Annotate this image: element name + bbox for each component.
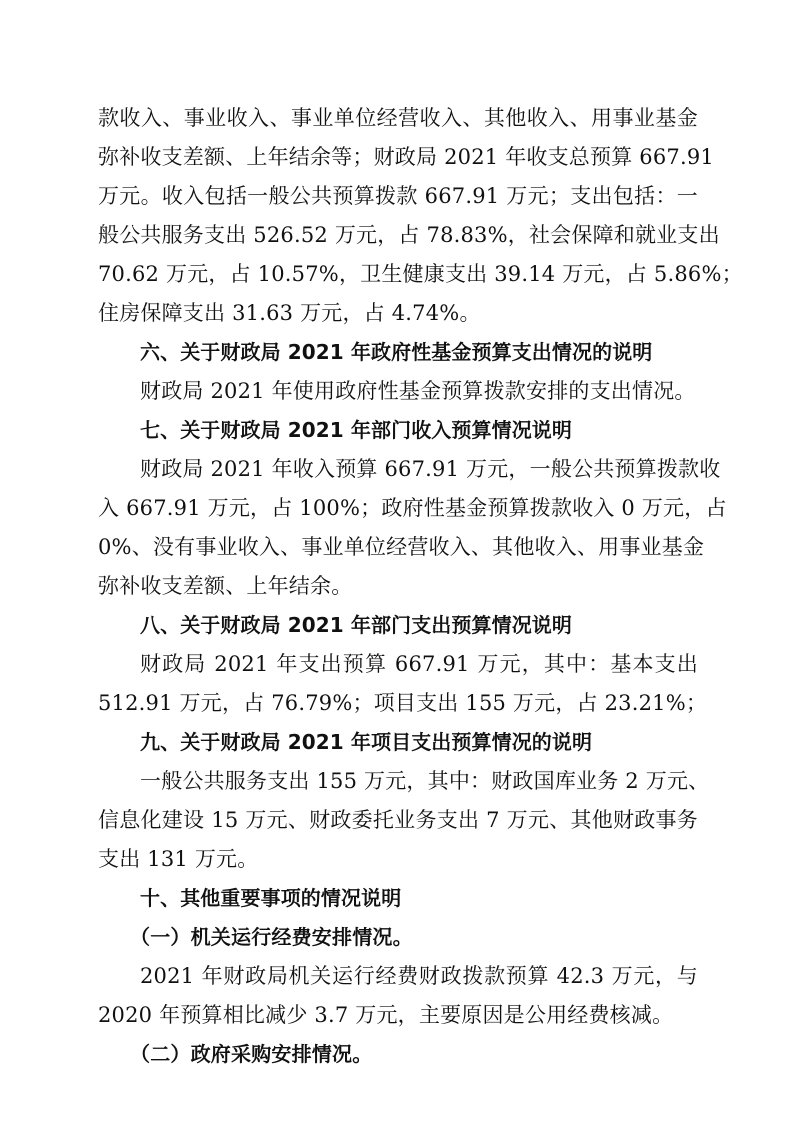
- subsection-heading-1: （一）机关运行经费安排情况。: [130, 925, 413, 949]
- body-text-line: 512.91 万元，占 76.79%；项目支出 155 万元，占 23.21%；: [98, 691, 708, 715]
- section-heading-6: 六、关于财政局 2021 年政府性基金预算支出情况的说明: [140, 340, 653, 364]
- body-text-line: 一般公共服务支出 155 万元，其中：财政国库业务 2 万元、: [140, 769, 710, 793]
- body-text-line: 弥补收支差额、上年结余等；财政局 2021 年收支总预算 667.91: [98, 145, 714, 169]
- body-text-line: 财政局 2021 年支出预算 667.91 万元，其中：基本支出: [140, 652, 698, 676]
- body-text-line: 弥补收支差额、上年结余。: [98, 574, 353, 598]
- body-text-line: 万元。收入包括一般公共预算拨款 667.91 万元；支出包括：一: [98, 184, 698, 208]
- body-text-line: 2021 年财政局机关运行经费财政拨款预算 42.3 万元，与: [140, 964, 698, 988]
- subsection-heading-2: （二）政府采购安排情况。: [130, 1042, 373, 1066]
- section-heading-9: 九、关于财政局 2021 年项目支出预算情况的说明: [140, 730, 593, 754]
- body-text-line: 住房保障支出 31.63 万元，占 4.74%。: [98, 301, 481, 325]
- body-text-line: 入 667.91 万元，占 100%；政府性基金预算拨款收入 0 万元，占: [98, 496, 727, 520]
- body-text-line: 财政局 2021 年使用政府性基金预算拨款安排的支出情况。: [140, 379, 696, 403]
- section-heading-10: 十、其他重要事项的情况说明: [140, 886, 402, 910]
- body-text-line: 般公共服务支出 526.52 万元，占 78.83%，社会保障和就业支出: [98, 223, 720, 247]
- body-text-line: 支出 131 万元。: [98, 847, 259, 871]
- body-text-line: 款收入、事业收入、事业单位经营收入、其他收入、用事业基金: [98, 106, 698, 130]
- body-text-line: 70.62 万元，占 10.57%，卫生健康支出 39.14 万元，占 5.86%；: [98, 262, 743, 286]
- body-text-line: 0%、没有事业收入、事业单位经营收入、其他收入、用事业基金: [98, 535, 705, 559]
- body-text-line: 信息化建设 15 万元、财政委托业务支出 7 万元、其他财政事务: [98, 808, 698, 832]
- body-text-line: 财政局 2021 年收入预算 667.91 万元，一般公共预算拨款收: [140, 457, 721, 481]
- section-heading-7: 七、关于财政局 2021 年部门收入预算情况说明: [140, 418, 572, 442]
- body-text-line: 2020 年预算相比减少 3.7 万元，主要原因是公用经费核减。: [98, 1003, 674, 1027]
- section-heading-8: 八、关于财政局 2021 年部门支出预算情况说明: [140, 613, 572, 637]
